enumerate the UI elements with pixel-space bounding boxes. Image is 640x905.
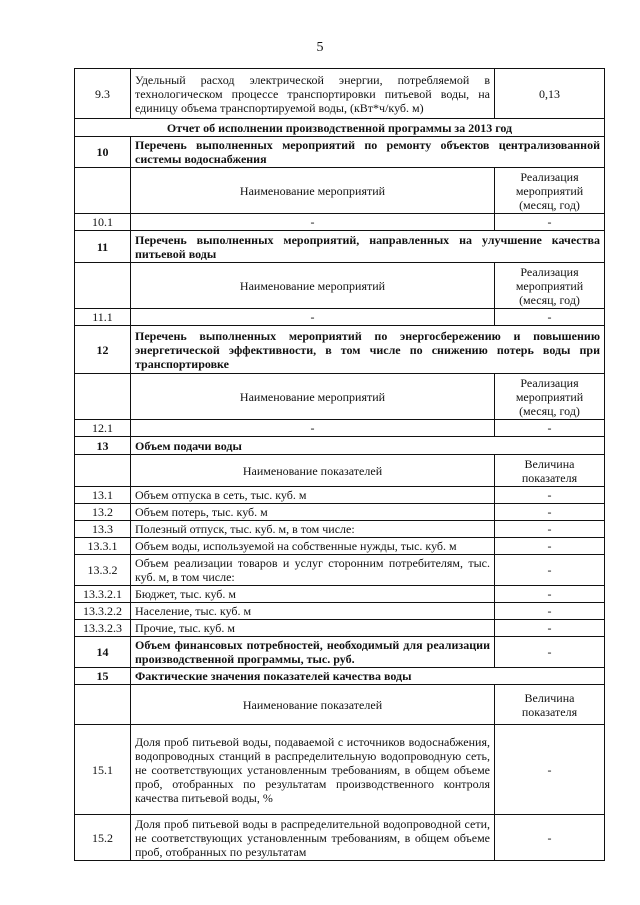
table-row — [75, 487, 605, 504]
section-title: Отчет об исполнении производственной программы за 2013 год — [75, 119, 605, 137]
table-row — [75, 137, 605, 168]
table-row — [75, 668, 605, 685]
row-number: 10 — [75, 137, 131, 168]
table-row — [75, 455, 605, 487]
row-number: 9.3 — [75, 69, 131, 119]
row-description: - — [131, 309, 495, 326]
row-description: Доля проб питьевой воды, подаваемой с источников водоснабжения, водопроводных станций в распределительную водопроводную сеть, не соответствующих установленным требованиям, в общем объеме проб, отобранных по результатам производственного контроля качества питьевой воды, % — [131, 725, 495, 815]
column-header-value: Реализация мероприятий (месяц, год) — [495, 263, 605, 309]
row-description: Объем потерь, тыс. куб. м — [131, 504, 495, 521]
row-value: - — [495, 420, 605, 437]
row-number: 13 — [75, 437, 131, 455]
table-row — [75, 725, 605, 815]
table-row — [75, 685, 605, 725]
section-heading: Перечень выполненных мероприятий, направленных на улучшение качества питьевой воды — [131, 231, 605, 263]
table-row — [75, 168, 605, 214]
row-description: - — [131, 214, 495, 231]
row-value: 0,13 — [495, 69, 605, 119]
row-number: 15.2 — [75, 815, 131, 861]
row-description: Объем реализации товаров и услуг сторонним потребителям, тыс. куб. м, в том числе: — [131, 555, 495, 586]
column-header-name: Наименование показателей — [131, 685, 495, 725]
column-header-name: Наименование мероприятий — [131, 168, 495, 214]
section-heading: Перечень выполненных мероприятий по энергосбережению и повышению энергетической эффективности, в том числе по снижению потерь воды при транспортировке — [131, 326, 605, 374]
row-number: 11 — [75, 231, 131, 263]
production-program-table — [74, 68, 605, 861]
table-row — [75, 69, 605, 119]
table-row — [75, 420, 605, 437]
row-description: Объем воды, используемой на собственные нужды, тыс. куб. м — [131, 538, 495, 555]
empty-cell — [75, 685, 131, 725]
row-description: Население, тыс. куб. м — [131, 603, 495, 620]
row-value: - — [495, 603, 605, 620]
table-row — [75, 263, 605, 309]
row-number: 13.3 — [75, 521, 131, 538]
table-row — [75, 214, 605, 231]
table-row — [75, 620, 605, 637]
table-row — [75, 119, 605, 137]
column-header-name: Наименование мероприятий — [131, 374, 495, 420]
column-header-name: Наименование мероприятий — [131, 263, 495, 309]
row-number: 13.3.2 — [75, 555, 131, 586]
table-row — [75, 815, 605, 861]
row-number: 10.1 — [75, 214, 131, 231]
empty-cell — [75, 168, 131, 214]
row-description: Прочие, тыс. куб. м — [131, 620, 495, 637]
row-number: 15.1 — [75, 725, 131, 815]
section-heading: Фактические значения показателей качества воды — [131, 668, 605, 685]
row-value: - — [495, 487, 605, 504]
row-number: 13.1 — [75, 487, 131, 504]
row-description: Удельный расход электрической энергии, потребляемой в технологическом процессе транспортировки питьевой воды, на единицу объема транспортируемой воды, (кВт*ч/куб. м) — [131, 69, 495, 119]
empty-cell — [75, 455, 131, 487]
row-value: - — [495, 555, 605, 586]
row-number: 13.3.2.2 — [75, 603, 131, 620]
empty-cell — [75, 374, 131, 420]
row-number: 14 — [75, 637, 131, 668]
row-value: - — [495, 538, 605, 555]
column-header-value: Реализация мероприятий (месяц, год) — [495, 374, 605, 420]
table-row — [75, 603, 605, 620]
column-header-name: Наименование показателей — [131, 455, 495, 487]
section-heading: Объем подачи воды — [131, 437, 605, 455]
section-heading: Объем финансовых потребностей, необходимый для реализации производственной программы, тыс. руб. — [131, 637, 495, 668]
table-row — [75, 231, 605, 263]
row-number: 13.3.2.1 — [75, 586, 131, 603]
row-value: - — [495, 620, 605, 637]
page-number: 5 — [316, 40, 324, 55]
row-number: 15 — [75, 668, 131, 685]
table-row — [75, 555, 605, 586]
row-number: 13.2 — [75, 504, 131, 521]
column-header-value: Величина показателя — [495, 455, 605, 487]
empty-cell — [75, 263, 131, 309]
table-row — [75, 521, 605, 538]
table-row — [75, 326, 605, 374]
column-header-value: Реализация мероприятий (месяц, год) — [495, 168, 605, 214]
table-row — [75, 637, 605, 668]
row-number: 13.3.1 — [75, 538, 131, 555]
table-row — [75, 504, 605, 521]
table-row — [75, 538, 605, 555]
row-description: Объем отпуска в сеть, тыс. куб. м — [131, 487, 495, 504]
row-value: - — [495, 521, 605, 538]
row-description: Доля проб питьевой воды в распределительной водопроводной сети, не соответствующих установленным требованиям, в общем объеме проб, отобранных по результатам — [131, 815, 495, 861]
row-description: - — [131, 420, 495, 437]
row-number: 12.1 — [75, 420, 131, 437]
table-row — [75, 309, 605, 326]
row-value: - — [495, 725, 605, 815]
row-value: - — [495, 309, 605, 326]
table-row — [75, 374, 605, 420]
row-number: 11.1 — [75, 309, 131, 326]
row-description: Бюджет, тыс. куб. м — [131, 586, 495, 603]
table-row — [75, 586, 605, 603]
row-description: Полезный отпуск, тыс. куб. м, в том числе: — [131, 521, 495, 538]
row-number: 13.3.2.3 — [75, 620, 131, 637]
column-header-value: Величина показателя — [495, 685, 605, 725]
table-row — [75, 437, 605, 455]
row-value: - — [495, 637, 605, 668]
row-value: - — [495, 504, 605, 521]
row-value: - — [495, 214, 605, 231]
row-value: - — [495, 815, 605, 861]
row-value: - — [495, 586, 605, 603]
section-heading: Перечень выполненных мероприятий по ремонту объектов централизованной системы водоснабжения — [131, 137, 605, 168]
row-number: 12 — [75, 326, 131, 374]
